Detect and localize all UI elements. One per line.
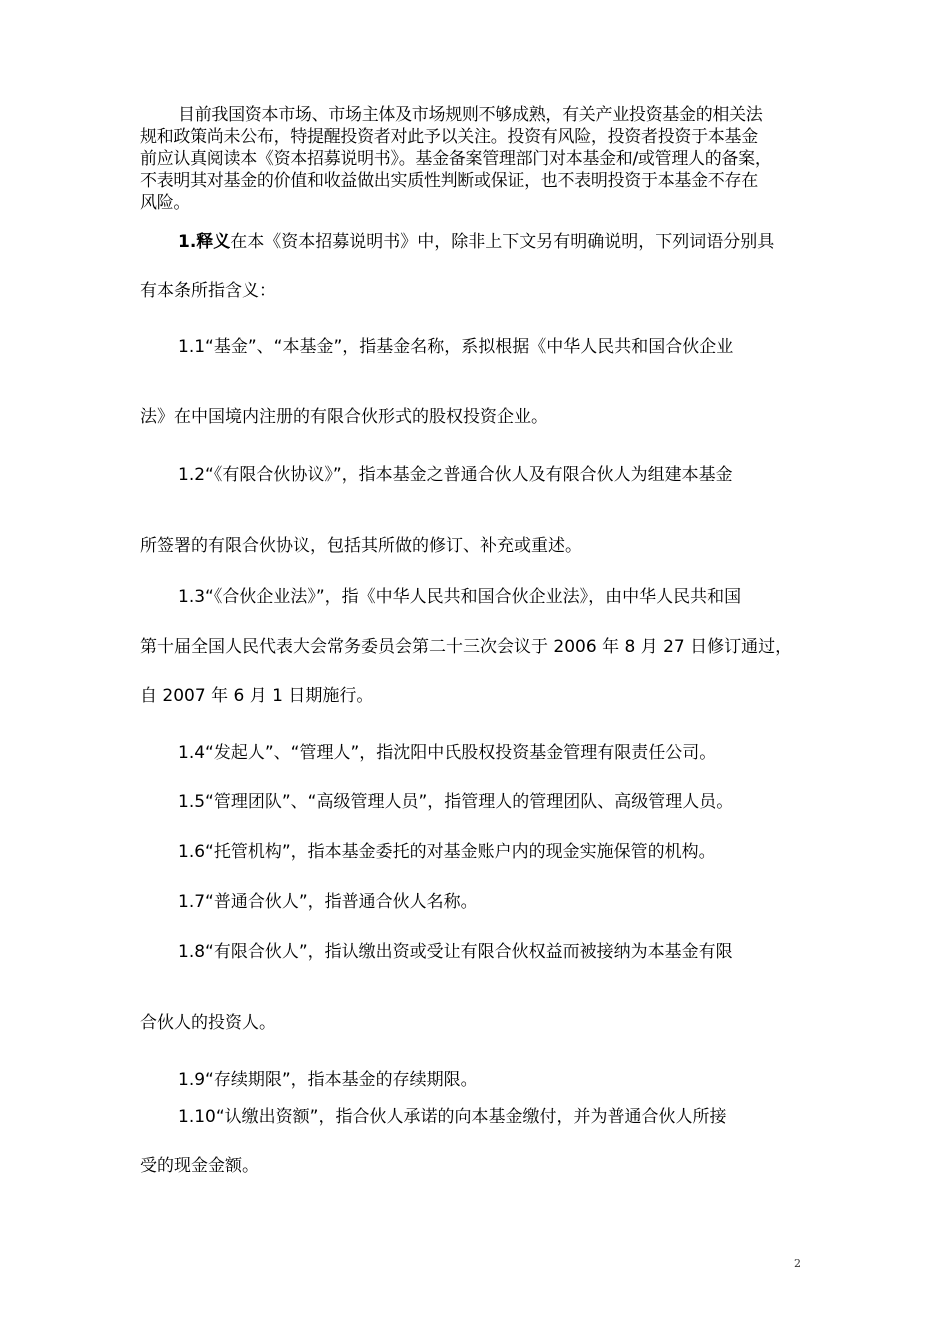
- definition-1-3-line-3: 自 2007 年 6 月 1 日期施行。: [140, 686, 374, 706]
- definition-1-4: 1.4“发起人”、“管理人”，指沈阳中氏股权投资基金管理有限责任公司。: [178, 743, 717, 763]
- section-1-title: 释义: [196, 232, 231, 252]
- definition-1-9: 1.9“存续期限”，指本基金的存续期限。: [178, 1070, 478, 1090]
- definition-1-1-line-2: 法》在中国境内注册的有限合伙形式的股权投资企业。: [140, 407, 548, 427]
- intro-line-4: 不表明其对基金的价值和收益做出实质性判断或保证，也不表明投资于本基金不存在: [140, 171, 758, 191]
- definition-1-3-line-1: 1.3“《合伙企业法》”，指《中华人民共和国合伙企业法》，由中华人民共和国: [178, 587, 742, 607]
- definition-1-6: 1.6“托管机构”，指本基金委托的对基金账户内的现金实施保管的机构。: [178, 842, 716, 862]
- intro-line-1: 目前我国资本市场、市场主体及市场规则不够成熟，有关产业投资基金的相关法: [178, 105, 763, 125]
- page-number: 2: [794, 1257, 801, 1270]
- section-1-heading-line: [178, 230, 774, 254]
- definition-1-8-line-1: 1.8“有限合伙人”，指认缴出资或受让有限合伙权益而被接纳为本基金有限: [178, 942, 733, 962]
- definition-1-2-line-1: 1.2“《有限合伙协议》”，指本基金之普通合伙人及有限合伙人为组建本基金: [178, 465, 733, 485]
- definition-1-8-line-2: 合伙人的投资人。: [140, 1013, 276, 1033]
- intro-line-3: 前应认真阅读本《资本招募说明书》。基金备案管理部门对本基金和/或管理人的备案，: [140, 149, 772, 169]
- definition-1-3-line-2: 第十届全国人民代表大会常务委员会第二十三次会议于 2006 年 8 月 27 日修订通过，: [140, 637, 793, 657]
- definition-1-10-line-2: 受的现金金额。: [140, 1156, 259, 1176]
- definition-1-10-line-1: 1.10“认缴出资额”，指合伙人承诺的向本基金缴付，并为普通合伙人所接: [178, 1107, 727, 1127]
- section-1-intro-text: 在本《资本招募说明书》中，除非上下文另有明确说明，下列词语分别具: [230, 232, 775, 252]
- definition-1-1-line-1: 1.1“基金”、“本基金”，指基金名称，系拟根据《中华人民共和国合伙企业: [178, 337, 734, 357]
- intro-line-5: 风险。: [140, 193, 191, 213]
- definition-1-2-line-2: 所签署的有限合伙协议，包括其所做的修订、补充或重述。: [140, 536, 582, 556]
- section-1-intro-line-2: 有本条所指含义：: [140, 281, 276, 301]
- definition-1-5: 1.5“管理团队”、“高级管理人员”，指管理人的管理团队、高级管理人员。: [178, 792, 734, 812]
- intro-line-2: 规和政策尚未公布，特提醒投资者对此予以关注。投资有风险，投资者投资于本基金: [140, 127, 758, 147]
- section-1-number: 1.: [178, 232, 197, 252]
- definition-1-7: 1.7“普通合伙人”，指普通合伙人名称。: [178, 892, 478, 912]
